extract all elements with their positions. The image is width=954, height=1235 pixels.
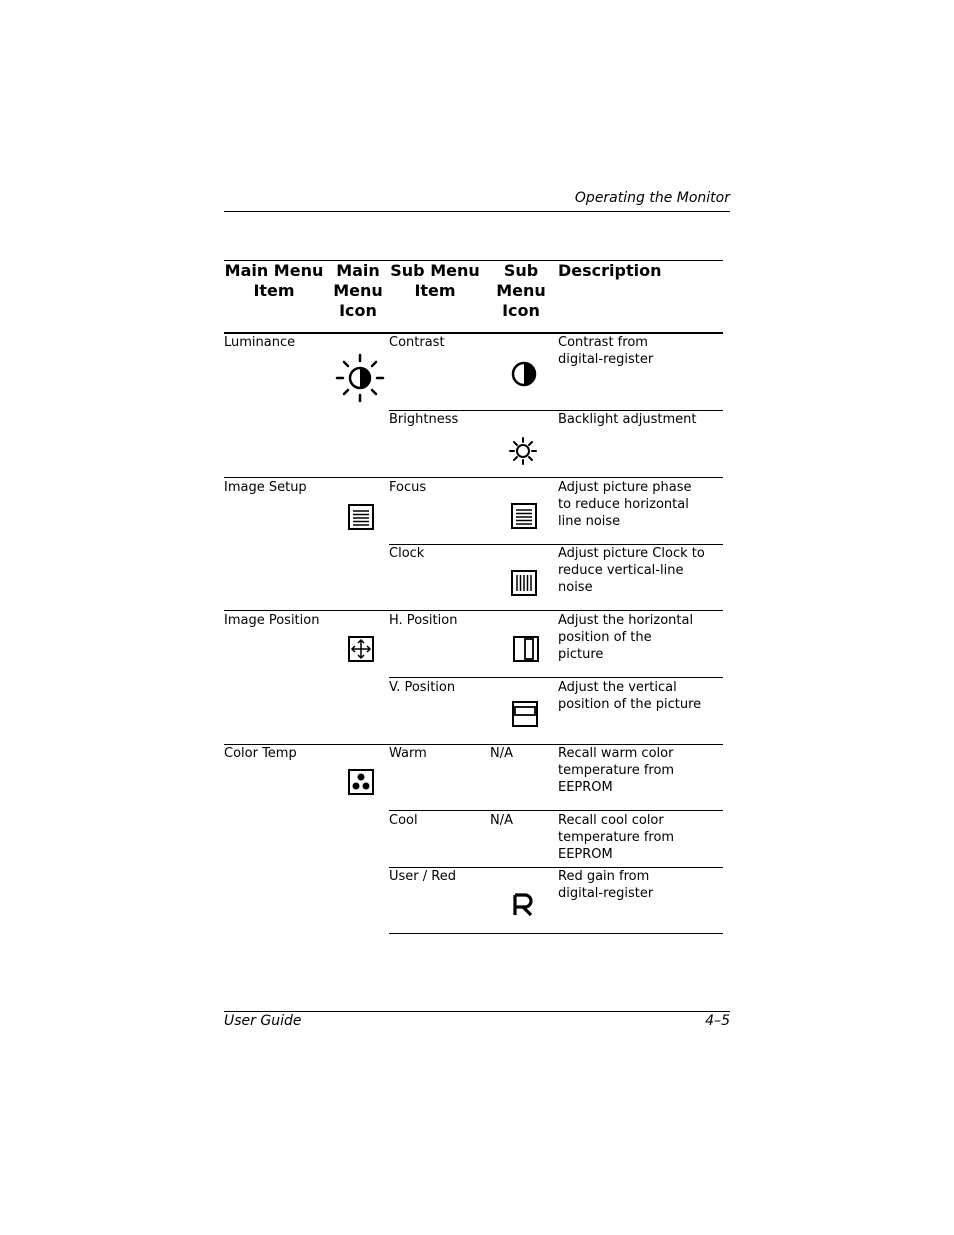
sub-item-h-position: H. Position — [389, 613, 458, 628]
clock-icon — [511, 570, 537, 596]
menu-table — [224, 260, 723, 935]
main-item-luminance: Luminance — [224, 335, 296, 350]
description-h-position: Adjust the horizontal position of the picture — [558, 613, 694, 662]
main-item-image-setup: Image Setup — [224, 480, 307, 495]
sub-item-v-position: V. Position — [389, 680, 456, 695]
group-rule — [224, 477, 723, 478]
sub-item-contrast: Contrast — [389, 335, 445, 350]
color-temp-icon — [348, 769, 374, 795]
cool-sub-icon-na: N/A — [490, 813, 513, 828]
focus-icon — [511, 503, 537, 529]
h-position-icon — [513, 635, 539, 663]
sub-item-brightness: Brightness — [389, 412, 459, 427]
header-rule — [224, 211, 730, 212]
description-focus: Adjust picture phase to reduce horizontal line noise — [558, 480, 692, 529]
description-cool: Recall cool color temperature from EEPROM — [558, 813, 675, 862]
description-v-position: Adjust the vertical position of the picture — [558, 680, 702, 712]
sub-item-clock: Clock — [389, 546, 425, 561]
col-header-sub-icon: Sub Menu Icon — [496, 261, 546, 320]
red-gain-icon — [512, 893, 534, 917]
table-bottom-rule — [389, 933, 723, 934]
row-rule — [389, 677, 723, 678]
group-rule — [224, 610, 723, 611]
warm-sub-icon-na: N/A — [490, 746, 513, 761]
description-warm: Recall warm color temperature from EEPROM — [558, 746, 675, 795]
v-position-icon — [512, 701, 538, 727]
col-header-sub-item: Sub Menu Item — [390, 261, 480, 300]
col-header-description: Description — [558, 261, 662, 280]
footer-rule — [224, 1011, 730, 1012]
description-contrast: Contrast from digital-register — [558, 335, 654, 367]
description-clock: Adjust picture Clock to reduce vertical-line noise — [558, 546, 705, 595]
sub-item-user-red: User / Red — [389, 869, 456, 884]
sub-item-focus: Focus — [389, 480, 427, 495]
col-header-main-item: Main Menu Item — [224, 261, 324, 300]
sub-item-warm: Warm — [389, 746, 427, 761]
main-item-image-position: Image Position — [224, 613, 320, 628]
sub-item-cool: Cool — [389, 813, 418, 828]
main-item-color-temp: Color Temp — [224, 746, 297, 761]
brightness-icon — [509, 437, 537, 465]
image-position-icon — [348, 636, 374, 662]
footer-title: User Guide — [224, 1013, 302, 1029]
col-header-main-icon: Main Menu Icon — [333, 261, 383, 320]
page-number: 4–5 — [705, 1013, 730, 1029]
running-header: Operating the Monitor — [574, 190, 730, 206]
description-user-red: Red gain from digital-register — [558, 869, 654, 901]
contrast-brightness-icon — [335, 353, 385, 403]
description-brightness: Backlight adjustment — [558, 412, 697, 427]
row-rule — [389, 810, 723, 811]
contrast-icon — [510, 360, 538, 388]
image-setup-icon — [348, 504, 374, 530]
